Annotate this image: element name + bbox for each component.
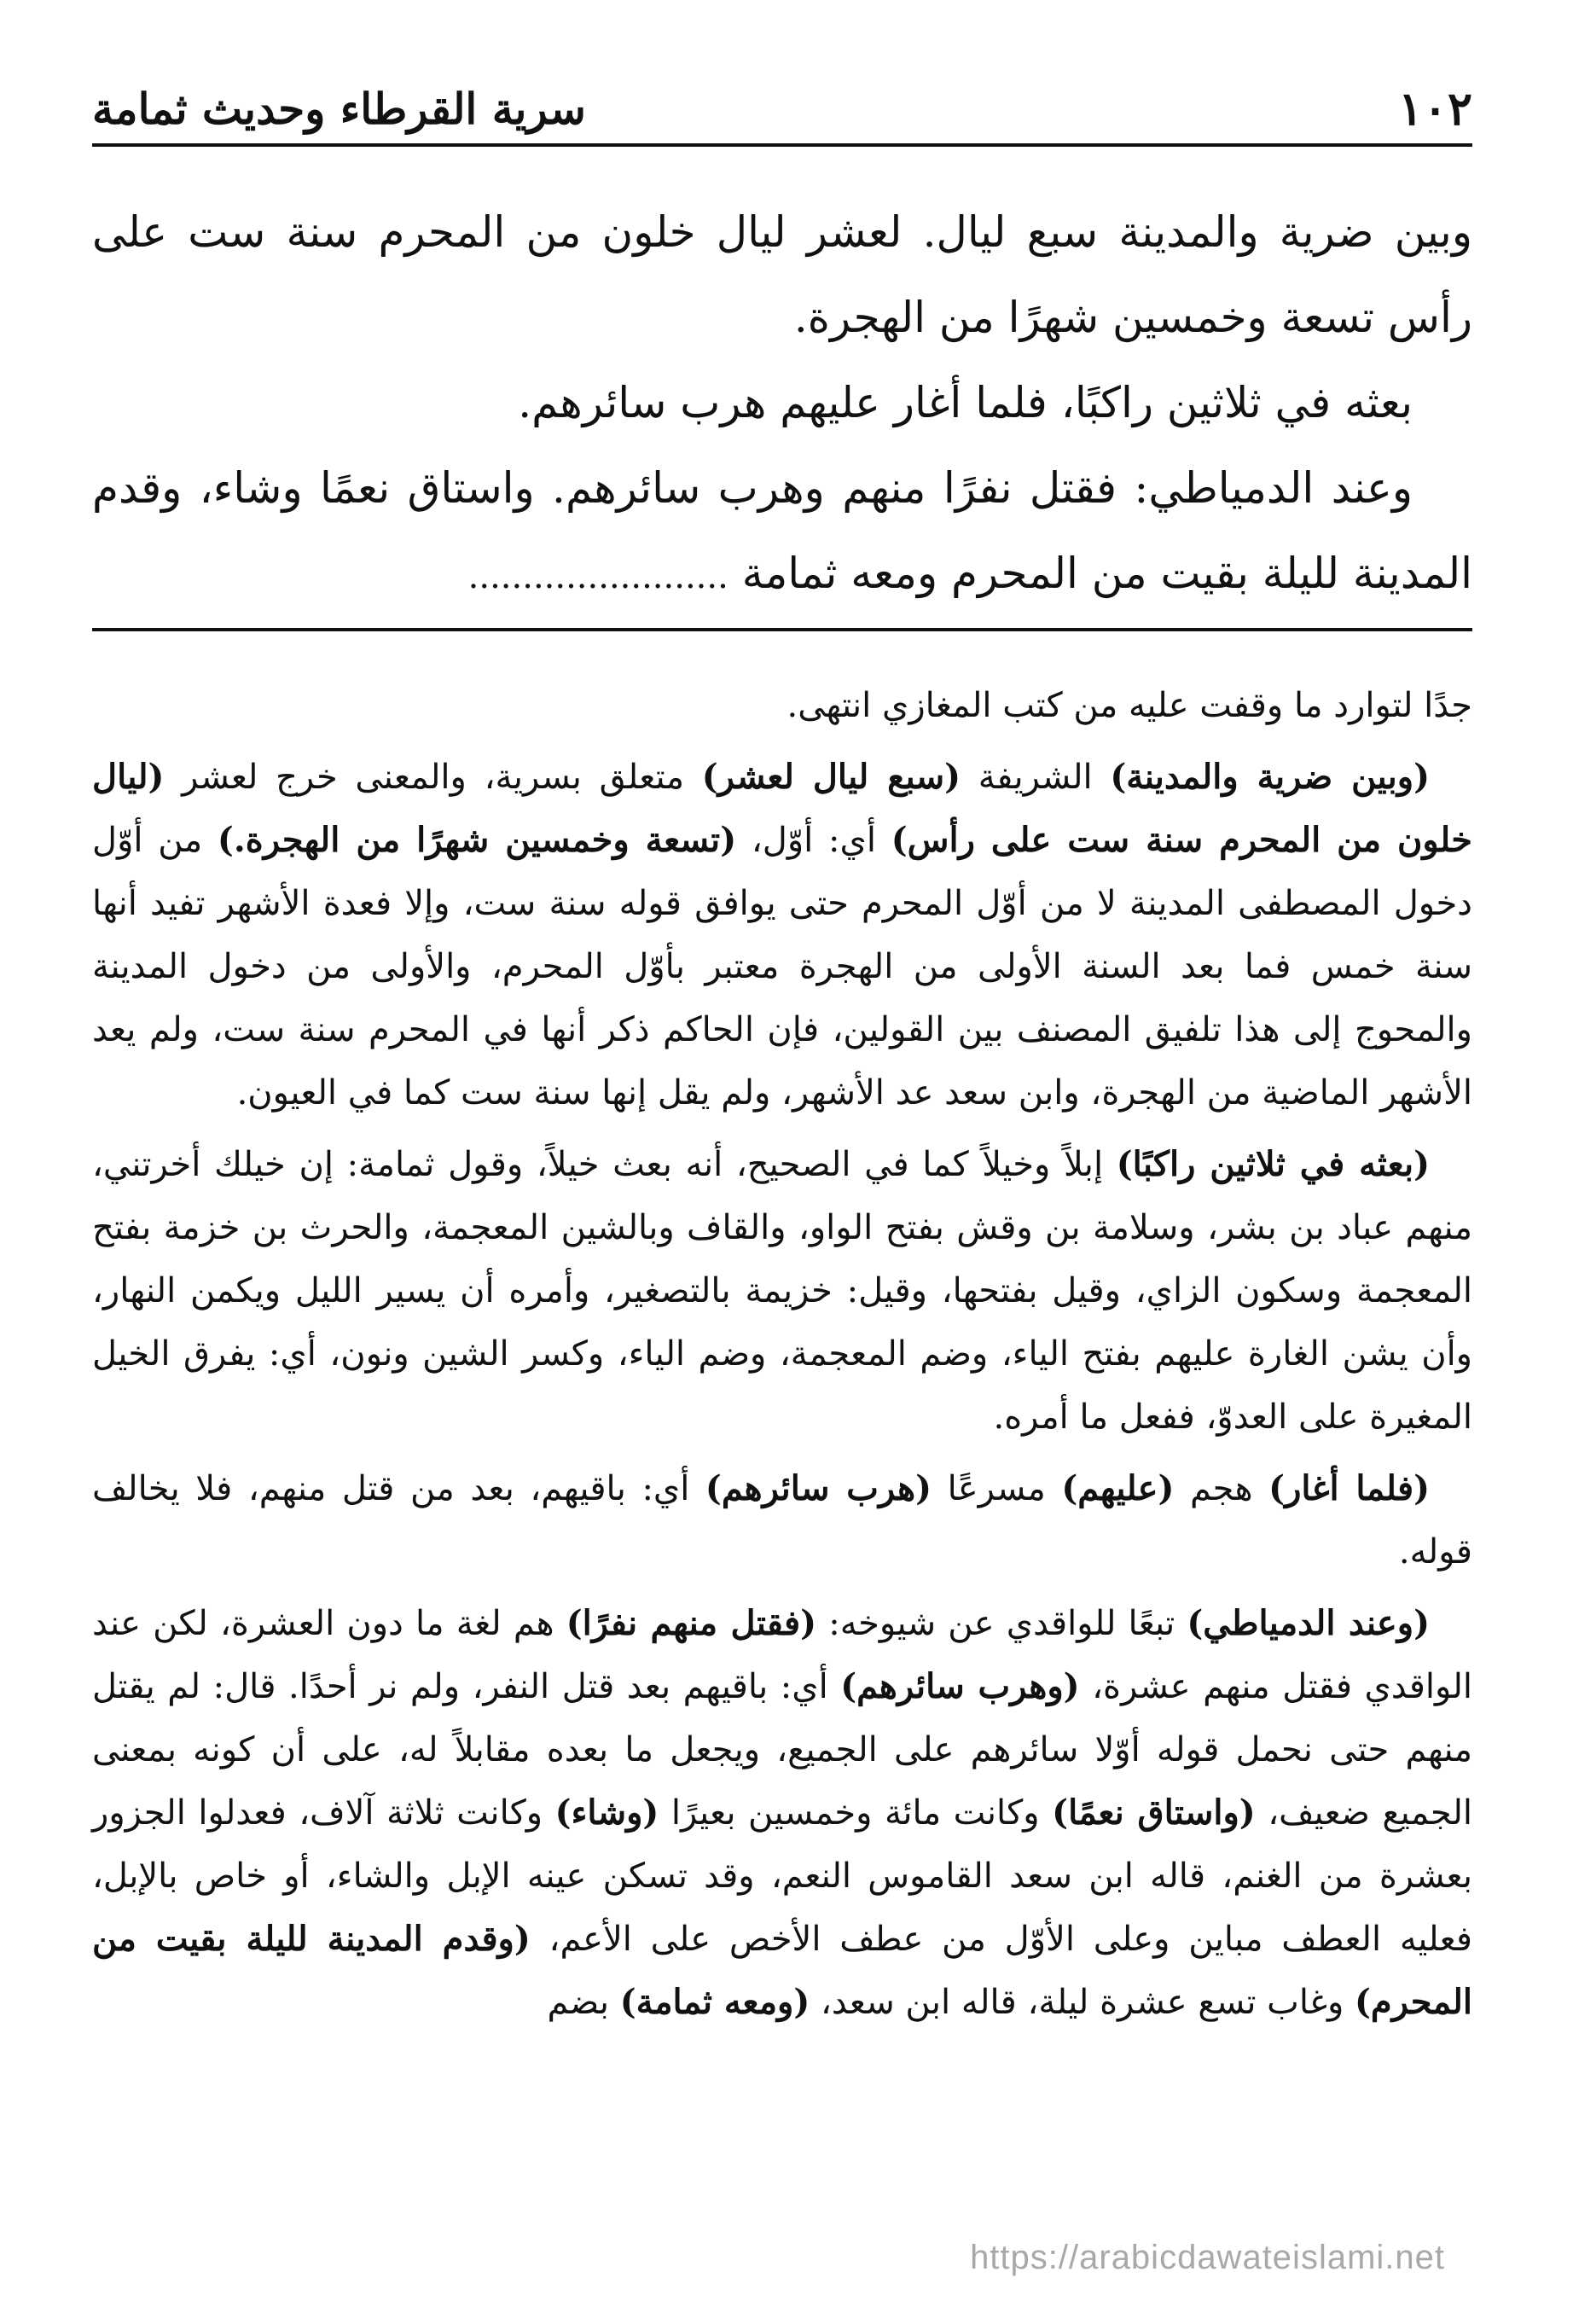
quoted-phrase: (وشاء) xyxy=(554,1792,659,1833)
quoted-phrase: (فقتل منهم نفرًا) xyxy=(566,1603,817,1643)
main-paragraph: وبين ضرية والمدينة سبع ليال. لعشر ليال خلون من المحرم سنة ست على رأس تسعة وخمسين شهرًا من الهجرة. xyxy=(92,207,1472,342)
quoted-phrase: (بعثه في ثلاثين راكبًا) xyxy=(1116,1144,1431,1184)
quoted-phrase: (ومعه ثمامة) xyxy=(619,1982,810,2022)
commentary-block xyxy=(92,674,1472,2235)
commentary-text: من أوّل دخول المصطفى المدينة لا من أوّل المحرم حتى يوافق قوله سنة ست، وإلا فعدة الأشهر تفيد أنها سنة خمس فما بعد السنة الأولى من الهجرة معتبر بأوّل المحرم، والأولى من دخول المدينة والمحوج إلى هذا تلفيق المصنف بين القولين، فإن الحاكم ذكر أنها في المحرم سنة ست، ولم يعد الأشهر الماضية من الهجرة، وابن سعد عد الأشهر، ولم يقل إنها سنة ست كما في العيون. xyxy=(92,821,1472,1113)
commentary-text: مسرعًا xyxy=(932,1469,1062,1508)
section-divider xyxy=(92,628,1472,631)
main-text-block xyxy=(92,189,1472,616)
commentary-text: إبلاً وخيلاً كما في الصحيح، أنه بعث خيلاً، وقول ثمامة: إن خيلك أخرتني، منهم عباد بن بشر، وسلامة بن وقش بفتح الواو، والقاف وبالشين المعجمة، والحرث بن خزمة بفتح المعجمة وسكون الزاي، وقيل بفتحها، وقيل: خزيمة بالتصغير، وأمره أن يسير الليل ويكمن النهار، وأن يشن الغارة عليهم بفتح الياء، وضم المعجمة، وضم الياء، وكسر الشين ونون، أي: يفرق الخيل المغيرة على العدوّ، ففعل ما أمره. xyxy=(92,1145,1472,1437)
commentary-text: الشريفة xyxy=(961,758,1111,797)
commentary-text: تبعًا للواقدي عن شيوخه: xyxy=(816,1604,1187,1643)
page-number: ١٠٢ xyxy=(1397,81,1472,136)
main-paragraph: بعثه في ثلاثين راكبًا، فلما أغار عليهم هرب سائرهم. xyxy=(518,378,1413,427)
quoted-phrase: (عليهم) xyxy=(1061,1468,1175,1508)
quoted-phrase: (وهرب سائرهم) xyxy=(840,1666,1080,1706)
commentary-paragraph xyxy=(92,1133,1472,1449)
quoted-phrase: (وبين ضرية والمدينة) xyxy=(1110,757,1430,797)
quoted-phrase: (تسعة وخمسين شهرًا من الهجرة.) xyxy=(217,820,737,860)
main-paragraph-text: وعند الدمياطي: فقتل نفرًا منهم وهرب سائرهم. واستاق نعمًا وشاء، وقدم المدينة لليلة بقيت من المحرم ومعه ثمامة xyxy=(92,463,1472,598)
commentary-text: وكانت مائة وخمسين بعيرًا xyxy=(659,1793,1053,1833)
commentary-text: متعلق بسرية، والمعنى خرج لعشر xyxy=(164,758,702,797)
running-title: سرية القرطاء وحديث ثمامة xyxy=(92,83,586,134)
commentary-paragraph xyxy=(92,1592,1472,2034)
main-paragraph xyxy=(92,445,1472,619)
commentary-text: هم لغة ما دون العشرة، لكن عند الواقدي فقتل منهم عشرة، xyxy=(92,1604,1472,1706)
watermark-url: https://arabicdawateislami.net xyxy=(970,2239,1445,2276)
commentary-text: وكانت ثلاثة آلاف، فعدلوا الجزور بعشرة من الغنم، قاله ابن سعد القاموس النعم، وقد تسكن عينه الإبل والشاء، أو خاص بالإبل، فعليه العطف مباين وعلى الأوّل من عطف الأخص على الأعم، xyxy=(92,1793,1472,1959)
commentary-text: أي: باقيهم، بعد من قتل منهم، فلا يخالف قوله. xyxy=(92,1469,1472,1572)
commentary-paragraph xyxy=(92,746,1472,1124)
quoted-phrase: (سبع ليال لعشر) xyxy=(701,757,961,797)
quoted-phrase: (هرب سائرهم) xyxy=(705,1468,932,1508)
commentary-text: بضم xyxy=(547,1983,620,2022)
commentary-text: هجم xyxy=(1174,1469,1269,1508)
quoted-phrase: (واستاق نعمًا) xyxy=(1052,1792,1256,1833)
quoted-phrase: (فلما أغار) xyxy=(1268,1468,1430,1508)
commentary-text: أي: باقيهم بعد قتل النفر، ولم نر أحدًا. قال: لم يقتل منهم حتى نحمل قوله أوّلا سائرهم على الجميع، ويجعل ما بعده مقابلاً له، على أن كونه بمعنى الجميع ضعيف، xyxy=(92,1667,1472,1833)
commentary-text: وغاب تسع عشرة ليلة، قاله ابن سعد، xyxy=(810,1983,1355,2022)
commentary-paragraph: جدًا لتوارد ما وقفت عليه من كتب المغازي انتهى. xyxy=(786,686,1472,725)
quoted-phrase: (وعند الدمياطي) xyxy=(1187,1603,1430,1643)
page-header xyxy=(92,73,1472,147)
commentary-paragraph xyxy=(92,1457,1472,1583)
commentary-text: أي: أوّل، xyxy=(736,821,891,860)
continuation-dots: ........................ xyxy=(467,557,728,596)
quoted-phrase: (ليال خلون من المحرم سنة ست على رأس) xyxy=(92,757,1473,860)
quoted-phrase: (وقدم المدينة لليلة بقيت من المحرم) xyxy=(92,1919,1472,2022)
